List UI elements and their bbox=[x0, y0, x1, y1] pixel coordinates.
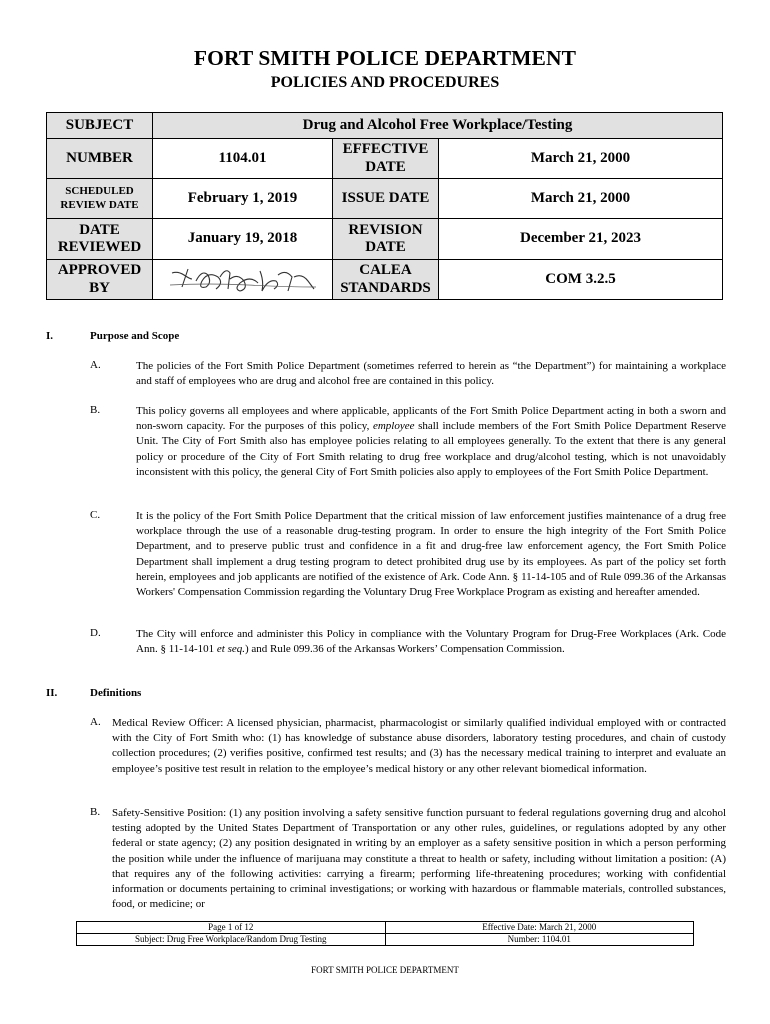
paragraph-text: ) and Rule 099.36 of the Arkansas Workers’ Compensation Commission. bbox=[244, 643, 565, 656]
document-subtitle: POLICIES AND PROCEDURES bbox=[270, 74, 500, 91]
revision-date-label: REVISION DATE bbox=[333, 219, 439, 260]
number-value: 1104.01 bbox=[153, 139, 333, 179]
calea-value: COM 3.2.5 bbox=[439, 260, 723, 300]
item-letter: D. bbox=[90, 627, 101, 639]
issue-date-label: ISSUE DATE bbox=[333, 179, 439, 219]
calea-label: CALEA STANDARDS bbox=[333, 260, 439, 300]
subject-value: Drug and Alcohol Free Workplace/Testing bbox=[153, 113, 723, 139]
approved-by-signature-cell bbox=[153, 260, 333, 300]
section-1-paragraph-d bbox=[136, 627, 726, 657]
date-reviewed-value: January 19, 2018 bbox=[153, 219, 333, 260]
section-2-paragraph-a: Medical Review Officer: A licensed physician, pharmacist, pharmacologist or similarly qualified individual employed with or contracted with the City of Fort Smith who: (1) has knowledge of substance abuse disorders, laboratory testing procedures, and chain of custody collection procedures; (2) verifies positive, confirmed test results; and (3) has the necessary medical training to interpret and evaluate an employee’s positive test result in relation to the employee’s medical history or any other relevant biomedical information. bbox=[112, 717, 726, 775]
scheduled-review-label: SCHEDULED REVIEW DATE bbox=[47, 179, 153, 219]
policy-info-table bbox=[46, 112, 723, 300]
section-2-numeral: II. bbox=[46, 687, 58, 699]
footer-effective-date: Effective Date: March 21, 2000 bbox=[385, 922, 694, 934]
item-letter: C. bbox=[90, 509, 101, 521]
revision-date-value: December 21, 2023 bbox=[439, 219, 723, 260]
effective-date-label: EFFECTIVE DATE bbox=[333, 139, 439, 179]
section-1-paragraph-b bbox=[136, 404, 726, 480]
footer-page-number: Page 1 of 12 bbox=[77, 922, 386, 934]
footer-subject: Subject: Drug Free Workplace/Random Drug Testing bbox=[77, 934, 386, 946]
paragraph-text: This policy governs all employees and where applicable, applicants of the Fort Smith Police Department acting in both a sworn and non-sworn capacity. For the purposes of this policy, bbox=[136, 405, 726, 433]
item-letter: A. bbox=[90, 716, 101, 728]
section-1-heading: Purpose and Scope bbox=[90, 330, 180, 342]
document-title: FORT SMITH POLICE DEPARTMENT bbox=[193, 46, 577, 70]
section-1-numeral: I. bbox=[46, 330, 54, 342]
page-footer-table bbox=[76, 921, 694, 946]
emphasis-text: et seq. bbox=[216, 643, 245, 656]
date-reviewed-label: DATE REVIEWED bbox=[47, 219, 153, 260]
paragraph-text: The City will enforce and administer this Policy in compliance with the Voluntary Program for Drug-Free Workplaces (Ark. Code Ann. § 11-14-101 bbox=[136, 628, 726, 656]
item-letter: B. bbox=[90, 806, 101, 818]
emphasis-text: employee bbox=[372, 420, 415, 433]
section-1-paragraph-a: The policies of the Fort Smith Police Department (sometimes referred to herein as “the Department”) for maintaining a workplace and staff of employees who are drug and alcohol free are contained in this policy. bbox=[136, 360, 726, 388]
section-2-paragraph-b: Safety-Sensitive Position: (1) any position involving a safety sensitive function pursuant to federal regulations governing drug and alcohol testing adopted by the United States Department of Transportation or any other rules, guidelines, or regulations adopted by any other federal or state agency; (2) any position designated in writing by an employer as a safety sensitive position in which a person performing the position while under the influence of marijuana may constitute a threat to health or safety, including without limitation a position: (A) that requires any of the following activities: carrying a firearm; performing life-threatening procedures; working with confidential information or documents pertaining to criminal investigations; or working with hazardous or flammable materials, controlled substances, food, or medicine; or bbox=[112, 807, 726, 911]
paragraph-text: shall include members of the Fort Smith Police Department Reserve Unit. The City of Fort Smith also has employee policies relating to all employees generally. To the extent that there is any general policy or procedure of the City of Fort Smith relating to drug free workplace and drug/alcohol testing, which is not unavoidably inconsistent with this policy, the general City of Fort Smith policies also apply to employees of the Fort Smith Police Department. bbox=[136, 420, 727, 478]
subject-label: SUBJECT bbox=[47, 113, 153, 139]
section-1-paragraph-c: It is the policy of the Fort Smith Police Department that the critical mission of law enforcement justifies maintenance of a drug free workplace through the use of a reasonable drug-testing program. In order to ensure the high integrity of the Fort Smith Police Department, and to preserve public trust and confidence in a fit and drug-free law enforcement agency, the Fort Smith Police Department shall implement a drug testing program to detect prohibited drug use by its employees. As part of the policy set forth herein, employees and job applicants are notified of the existence of Ark. Code Ann. § 11-14-105 and of Rule 099.36 of the Arkansas Workers' Compensation Commission regarding the Voluntary Drug Free Workplace Program as existing and hereafter amended. bbox=[136, 510, 726, 599]
effective-date-value: March 21, 2000 bbox=[439, 139, 723, 179]
scheduled-review-value: February 1, 2019 bbox=[153, 179, 333, 219]
item-letter: B. bbox=[90, 404, 101, 416]
signature-image bbox=[168, 263, 318, 297]
section-2-heading: Definitions bbox=[90, 687, 142, 699]
footer-number: Number: 1104.01 bbox=[385, 934, 694, 946]
approved-by-label: APPROVED BY bbox=[47, 260, 153, 300]
item-letter: A. bbox=[90, 359, 101, 371]
issue-date-value: March 21, 2000 bbox=[439, 179, 723, 219]
number-label: NUMBER bbox=[47, 139, 153, 179]
footer-department: FORT SMITH POLICE DEPARTMENT bbox=[311, 965, 459, 975]
